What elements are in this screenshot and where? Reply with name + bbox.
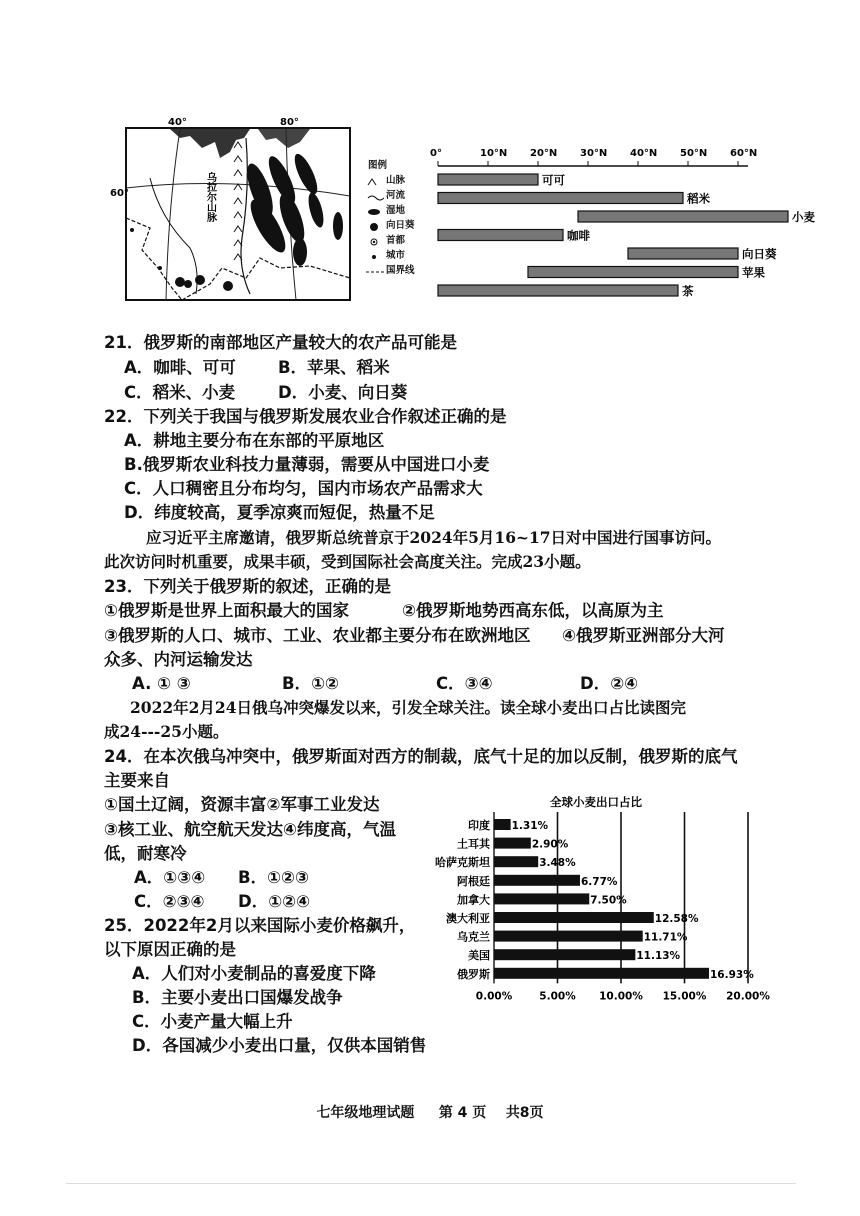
wheat-bar xyxy=(494,875,580,886)
q25-stem-line1: 25．2022年2月以来国际小麦价格飙升， xyxy=(104,916,416,935)
legend-sunflower: 向日葵 xyxy=(386,220,415,231)
wheat-value-label: 12.58% xyxy=(654,913,699,925)
q24-stem-line2: 主要来自 xyxy=(104,771,170,790)
material-visit-line2: 此次访问时机重要，成果丰硕，受到国际社会高度关注。完成23小题。 xyxy=(104,552,591,571)
lon-label-40: 40° xyxy=(168,117,187,128)
q21-option-b[interactable]: B．苹果、稻米 xyxy=(278,358,390,377)
page-footer xyxy=(0,1102,860,1122)
wheat-value-label: 7.50% xyxy=(590,894,627,907)
wheat-bar xyxy=(494,968,709,979)
crop-bar-label: 小麦 xyxy=(792,210,815,224)
q25-option-b[interactable]: B．主要小麦出口国爆发战争 xyxy=(132,988,343,1007)
q23-item-3: ③俄罗斯的人口、城市、工业、农业都主要分布在欧洲地区 xyxy=(104,626,531,645)
q21-option-a[interactable]: A．咖啡、可可 xyxy=(124,358,236,377)
q23-option-d[interactable]: D．②④ xyxy=(580,674,639,693)
crop-lat-tick-label: 60°N xyxy=(730,148,758,159)
wheat-category-label: 加拿大 xyxy=(457,893,490,907)
q21-option-c[interactable]: C．稻米、小麦 xyxy=(124,383,236,402)
wheat-bar xyxy=(494,856,538,867)
crop-bar xyxy=(628,248,738,259)
q22-option-a[interactable]: A．耕地主要分布在东部的平原地区 xyxy=(124,431,385,450)
legend-mountain: 山脉 xyxy=(386,175,406,186)
wheat-category-label: 俄罗斯 xyxy=(457,967,490,981)
q22-option-d[interactable]: D．纬度较高，夏季凉爽而短促，热量不足 xyxy=(124,503,435,522)
q22-stem: 22．下列关于我国与俄罗斯发展农业合作叙述正确的是 xyxy=(104,407,507,426)
q25-stem-line2: 以下原因正确的是 xyxy=(104,940,236,959)
crop-lat-tick-label: 10°N xyxy=(480,148,508,159)
wheat-chart-title: 全球小麦出口占比 xyxy=(550,795,642,809)
q24-stem-line1: 24．在本次俄乌冲突中，俄罗斯面对西方的制裁，底气十足的加以反制，俄罗斯的底气 xyxy=(104,747,738,766)
q21-stem: 21．俄罗斯的南部地区产量较大的农产品可能是 xyxy=(104,333,457,352)
wheat-value-label: 11.13% xyxy=(636,950,681,963)
q24-option-c[interactable]: C．②③④ xyxy=(134,892,205,911)
crop-latitude-chart xyxy=(428,140,815,300)
wheat-category-label: 澳大利亚 xyxy=(446,912,490,925)
q24-item-line2: ③核工业、航空航天发达④纬度高，气温 xyxy=(104,820,396,839)
q24-option-a[interactable]: A．①③④ xyxy=(134,868,206,887)
q24-option-b[interactable]: B．①②③ xyxy=(238,868,309,887)
wheat-category-label: 哈萨克斯坦 xyxy=(435,856,490,870)
wheat-export-chart xyxy=(420,795,780,1003)
q25-option-c[interactable]: C．小麦产量大幅上升 xyxy=(132,1012,293,1031)
wheat-value-label: 1.31% xyxy=(511,820,549,832)
legend-capital: 首都 xyxy=(386,235,406,246)
footer-subject: 七年级地理试题 xyxy=(316,1105,415,1121)
wheat-category-label: 乌克兰 xyxy=(457,930,490,944)
wheat-bar xyxy=(494,819,511,830)
legend-symbols xyxy=(366,176,386,288)
crop-bar xyxy=(578,211,788,222)
q24-item-line1: ①国土辽阔，资源丰富②军事工业发达 xyxy=(104,795,380,814)
crop-lat-tick-label: 0° xyxy=(430,148,442,159)
legend-wetland: 湿地 xyxy=(386,205,406,216)
q25-option-d[interactable]: D．各国减少小麦出口量，仅供本国销售 xyxy=(132,1036,427,1055)
q22-option-c[interactable]: C．人口稠密且分布均匀，国内市场农产品需求大 xyxy=(124,479,483,498)
wheat-bar xyxy=(494,931,643,942)
wheat-category-label: 土耳其 xyxy=(457,837,490,851)
q23-option-a[interactable]: A. ① ③ xyxy=(132,674,191,693)
ural-label: 乌拉尔山脉 xyxy=(204,172,216,222)
russia-map xyxy=(110,118,360,304)
q22-option-b[interactable]: B.俄罗斯农业科技力量薄弱，需要从中国进口小麦 xyxy=(124,455,490,474)
wheat-x-tick-label: 5.00% xyxy=(539,990,576,1003)
wheat-bar xyxy=(494,949,635,960)
q23-option-b[interactable]: B．①② xyxy=(282,674,340,693)
crop-lat-tick-label: 50°N xyxy=(680,148,708,159)
wheat-bar xyxy=(494,838,531,849)
q23-option-c[interactable]: C．③④ xyxy=(436,674,493,693)
q24-item-line3: 低，耐寒冷 xyxy=(104,844,187,863)
q23-item-4: ④俄罗斯亚洲部分大河 xyxy=(562,626,725,645)
wheat-x-tick-label: 0.00% xyxy=(475,990,513,1003)
q23-item-2: ②俄罗斯地势西高东低，以高原为主 xyxy=(402,601,664,620)
lat-label-60: 60° xyxy=(110,188,129,199)
wheat-x-tick-label: 15.00% xyxy=(662,990,707,1003)
crop-lat-tick-label: 30°N xyxy=(580,148,608,159)
crop-bar-label: 茶 xyxy=(682,284,694,298)
crop-bar xyxy=(438,230,563,241)
q23-item-4-cont: 众多、内河运输发达 xyxy=(104,650,253,669)
q21-option-d[interactable]: D．小麦、向日葵 xyxy=(278,383,408,402)
legend-title: 图例 xyxy=(368,160,388,171)
crop-lat-tick-label: 40°N xyxy=(630,148,658,159)
wheat-category-label: 印度 xyxy=(468,819,490,832)
crop-bar-label: 向日葵 xyxy=(742,247,777,261)
q25-option-a[interactable]: A．人们对小麦制品的喜爱度下降 xyxy=(132,964,376,983)
crop-bar-label: 可可 xyxy=(542,173,565,187)
crop-bar-label: 稻米 xyxy=(687,191,710,206)
wheat-bar xyxy=(494,893,589,904)
crop-bar xyxy=(438,193,683,204)
wheat-bar xyxy=(494,912,654,923)
crop-lat-tick-label: 20°N xyxy=(530,148,558,159)
crop-bar xyxy=(438,285,678,296)
q23-stem: 23．下列关于俄罗斯的叙述，正确的是 xyxy=(104,577,391,596)
q23-item-1: ①俄罗斯是世界上面积最大的国家 xyxy=(104,601,349,620)
material-visit-line1: 应习近平主席邀请，俄罗斯总统普京于2024年5月16~17日对中国进行国事访问。 xyxy=(146,528,722,547)
legend-river: 河流 xyxy=(386,190,406,201)
wheat-x-tick-label: 10.00% xyxy=(599,990,643,1003)
wheat-value-label: 3.48% xyxy=(539,857,576,870)
wheat-category-label: 阿根廷 xyxy=(457,874,490,888)
wheat-value-label: 6.77% xyxy=(580,875,618,888)
crop-bar xyxy=(528,267,738,278)
bottom-divider xyxy=(66,1183,796,1184)
wheat-value-label: 2.90% xyxy=(531,838,569,851)
crop-bar xyxy=(438,174,538,185)
lon-label-80: 80° xyxy=(280,117,299,128)
q24-option-d[interactable]: D．①②④ xyxy=(238,892,311,911)
wheat-value-label: 11.71% xyxy=(643,931,688,944)
crop-bar-label: 咖啡 xyxy=(567,228,590,243)
wheat-value-label: 16.93% xyxy=(710,968,754,981)
wheat-x-tick-label: 20.00% xyxy=(726,990,770,1003)
wheat-category-label: 美国 xyxy=(468,949,490,963)
legend-city: 城市 xyxy=(386,250,406,261)
footer-total: 共8页 xyxy=(505,1105,544,1121)
crop-bar-label: 苹果 xyxy=(742,265,765,280)
material-conflict-line2: 成24---25小题。 xyxy=(104,722,229,741)
legend-border: 国界线 xyxy=(386,265,415,276)
material-conflict-line1: 2022年2月24日俄乌冲突爆发以来，引发全球关注。读全球小麦出口占比读图完 xyxy=(130,698,686,717)
footer-page: 第 4 页 xyxy=(438,1105,487,1121)
